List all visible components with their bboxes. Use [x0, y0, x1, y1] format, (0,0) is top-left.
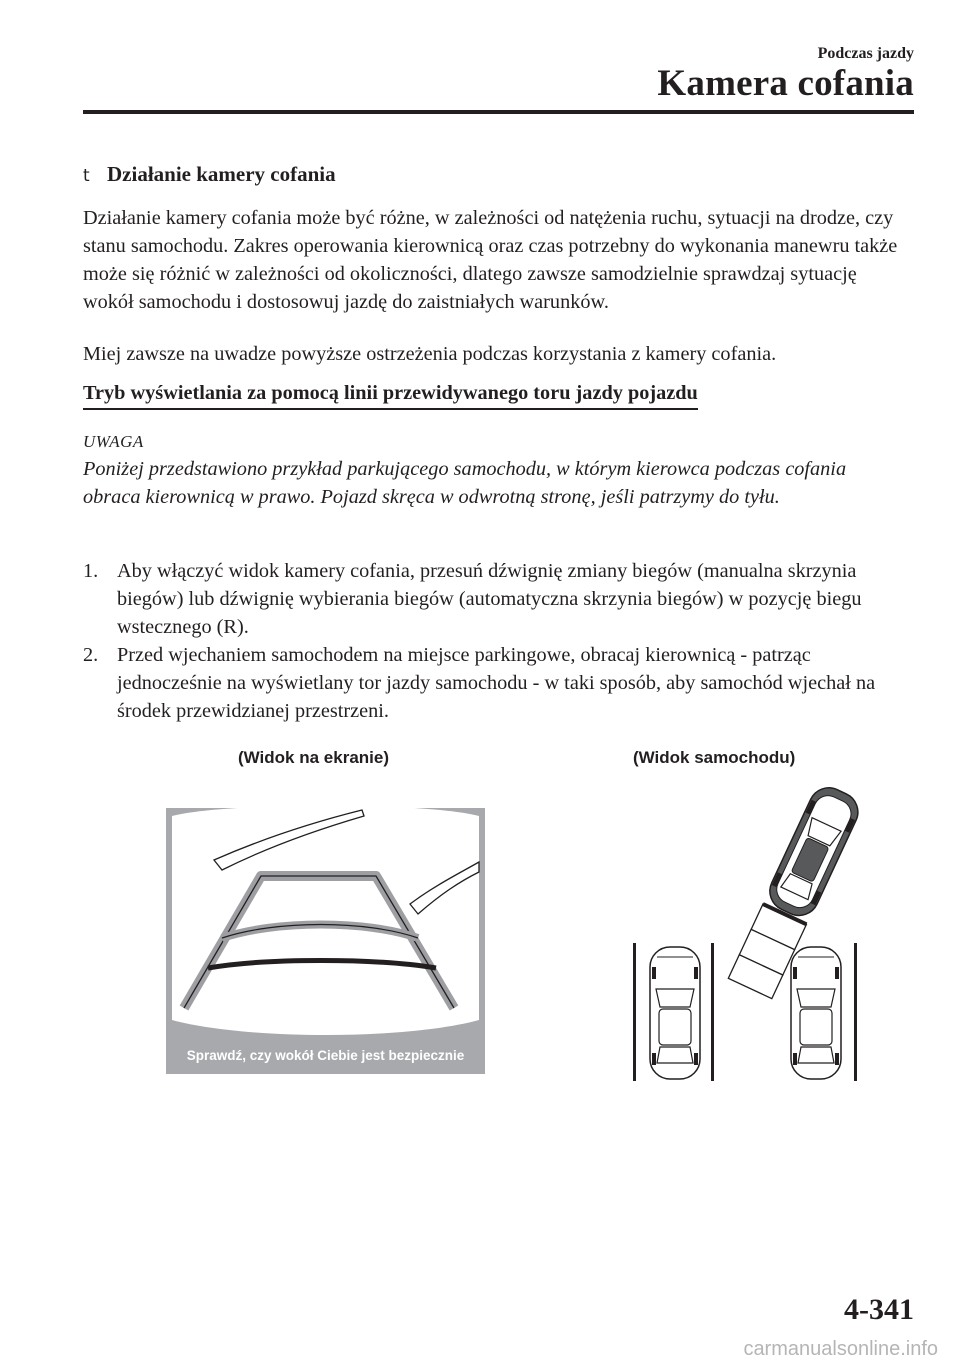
step-number: 2.: [83, 644, 99, 666]
parked-car-left-icon: [650, 947, 700, 1079]
section-bullet-icon: t: [83, 166, 90, 186]
body-paragraph-1: Działanie kamery cofania może być różne, w zależności od natężenia ruchu, sytuacji na drodze, czy stanu samochodu. Zakres operowania kierownicą oraz czas potrzebny do wykonania manewru także może się różnić w zależności od okoliczności, dlatego zawsze samodzielnie sprawdzaj sytuację wokół samochodu i dostosowuj jazdę do zaistniałych warunków.: [83, 207, 898, 313]
header-rule: [83, 110, 914, 114]
list-item: [83, 641, 903, 725]
camera-screen-graphic: [166, 808, 485, 1074]
page-title: Kamera cofania: [657, 63, 914, 104]
caption-vehicle-view: (Widok samochodu): [633, 748, 796, 767]
parking-line-center: [711, 943, 714, 1081]
camera-screen-illustration: [166, 808, 485, 1074]
step-number: 1.: [83, 560, 99, 582]
parked-car-right-icon: [791, 947, 841, 1079]
caption-screen-view: (Widok na ekranie): [238, 748, 389, 767]
section-heading: [83, 162, 336, 187]
body-paragraph-2: Miej zawsze na uwadze powyższe ostrzeżenia podczas korzystania z kamery cofania.: [83, 343, 777, 365]
step-text: Przed wjechaniem samochodem na miejsce parkingowe, obracaj kierownicą - patrząc jednocześnie na wyświetlany tor jazdy samochodu - w taki sposób, aby samochód wjechał na środek przewidzianej przestrzeni.: [117, 644, 876, 722]
watermark: carmanualsonline.info: [743, 1338, 938, 1360]
running-head-chapter: Podczas jazdy: [817, 45, 914, 62]
step-text: Aby włączyć widok kamery cofania, przesuń dźwignię zmiany biegów (manualna skrzynia biegów) lub dźwignię wybierania biegów (automatyczna skrzynia biegów) w pozycję biegu wstecznego (R).: [117, 560, 862, 638]
note-text: Poniżej przedstawiono przykład parkującego samochodu, w którym kierowca podczas cofania obraca kierownicą w prawo. Pojazd skręca w odwrotną stronę, jeśli patrzymy do tyłu.: [83, 458, 847, 508]
list-item: [83, 557, 903, 641]
screen-safety-message: Sprawdź, czy wokół Ciebie jest bezpiecznie: [186, 1048, 465, 1063]
steps-list: [83, 557, 903, 725]
subsection-heading: Tryb wyświetlania za pomocą linii przewidywanego toru jazdy pojazdu: [83, 380, 698, 410]
note-label: UWAGA: [83, 432, 144, 451]
parking-line-right: [854, 943, 857, 1081]
parking-line-left: [633, 943, 636, 1081]
page-number: 4-341: [844, 1293, 914, 1326]
parking-top-view-graphic: [625, 775, 875, 1085]
section-heading-text: Działanie kamery cofania: [107, 162, 336, 186]
